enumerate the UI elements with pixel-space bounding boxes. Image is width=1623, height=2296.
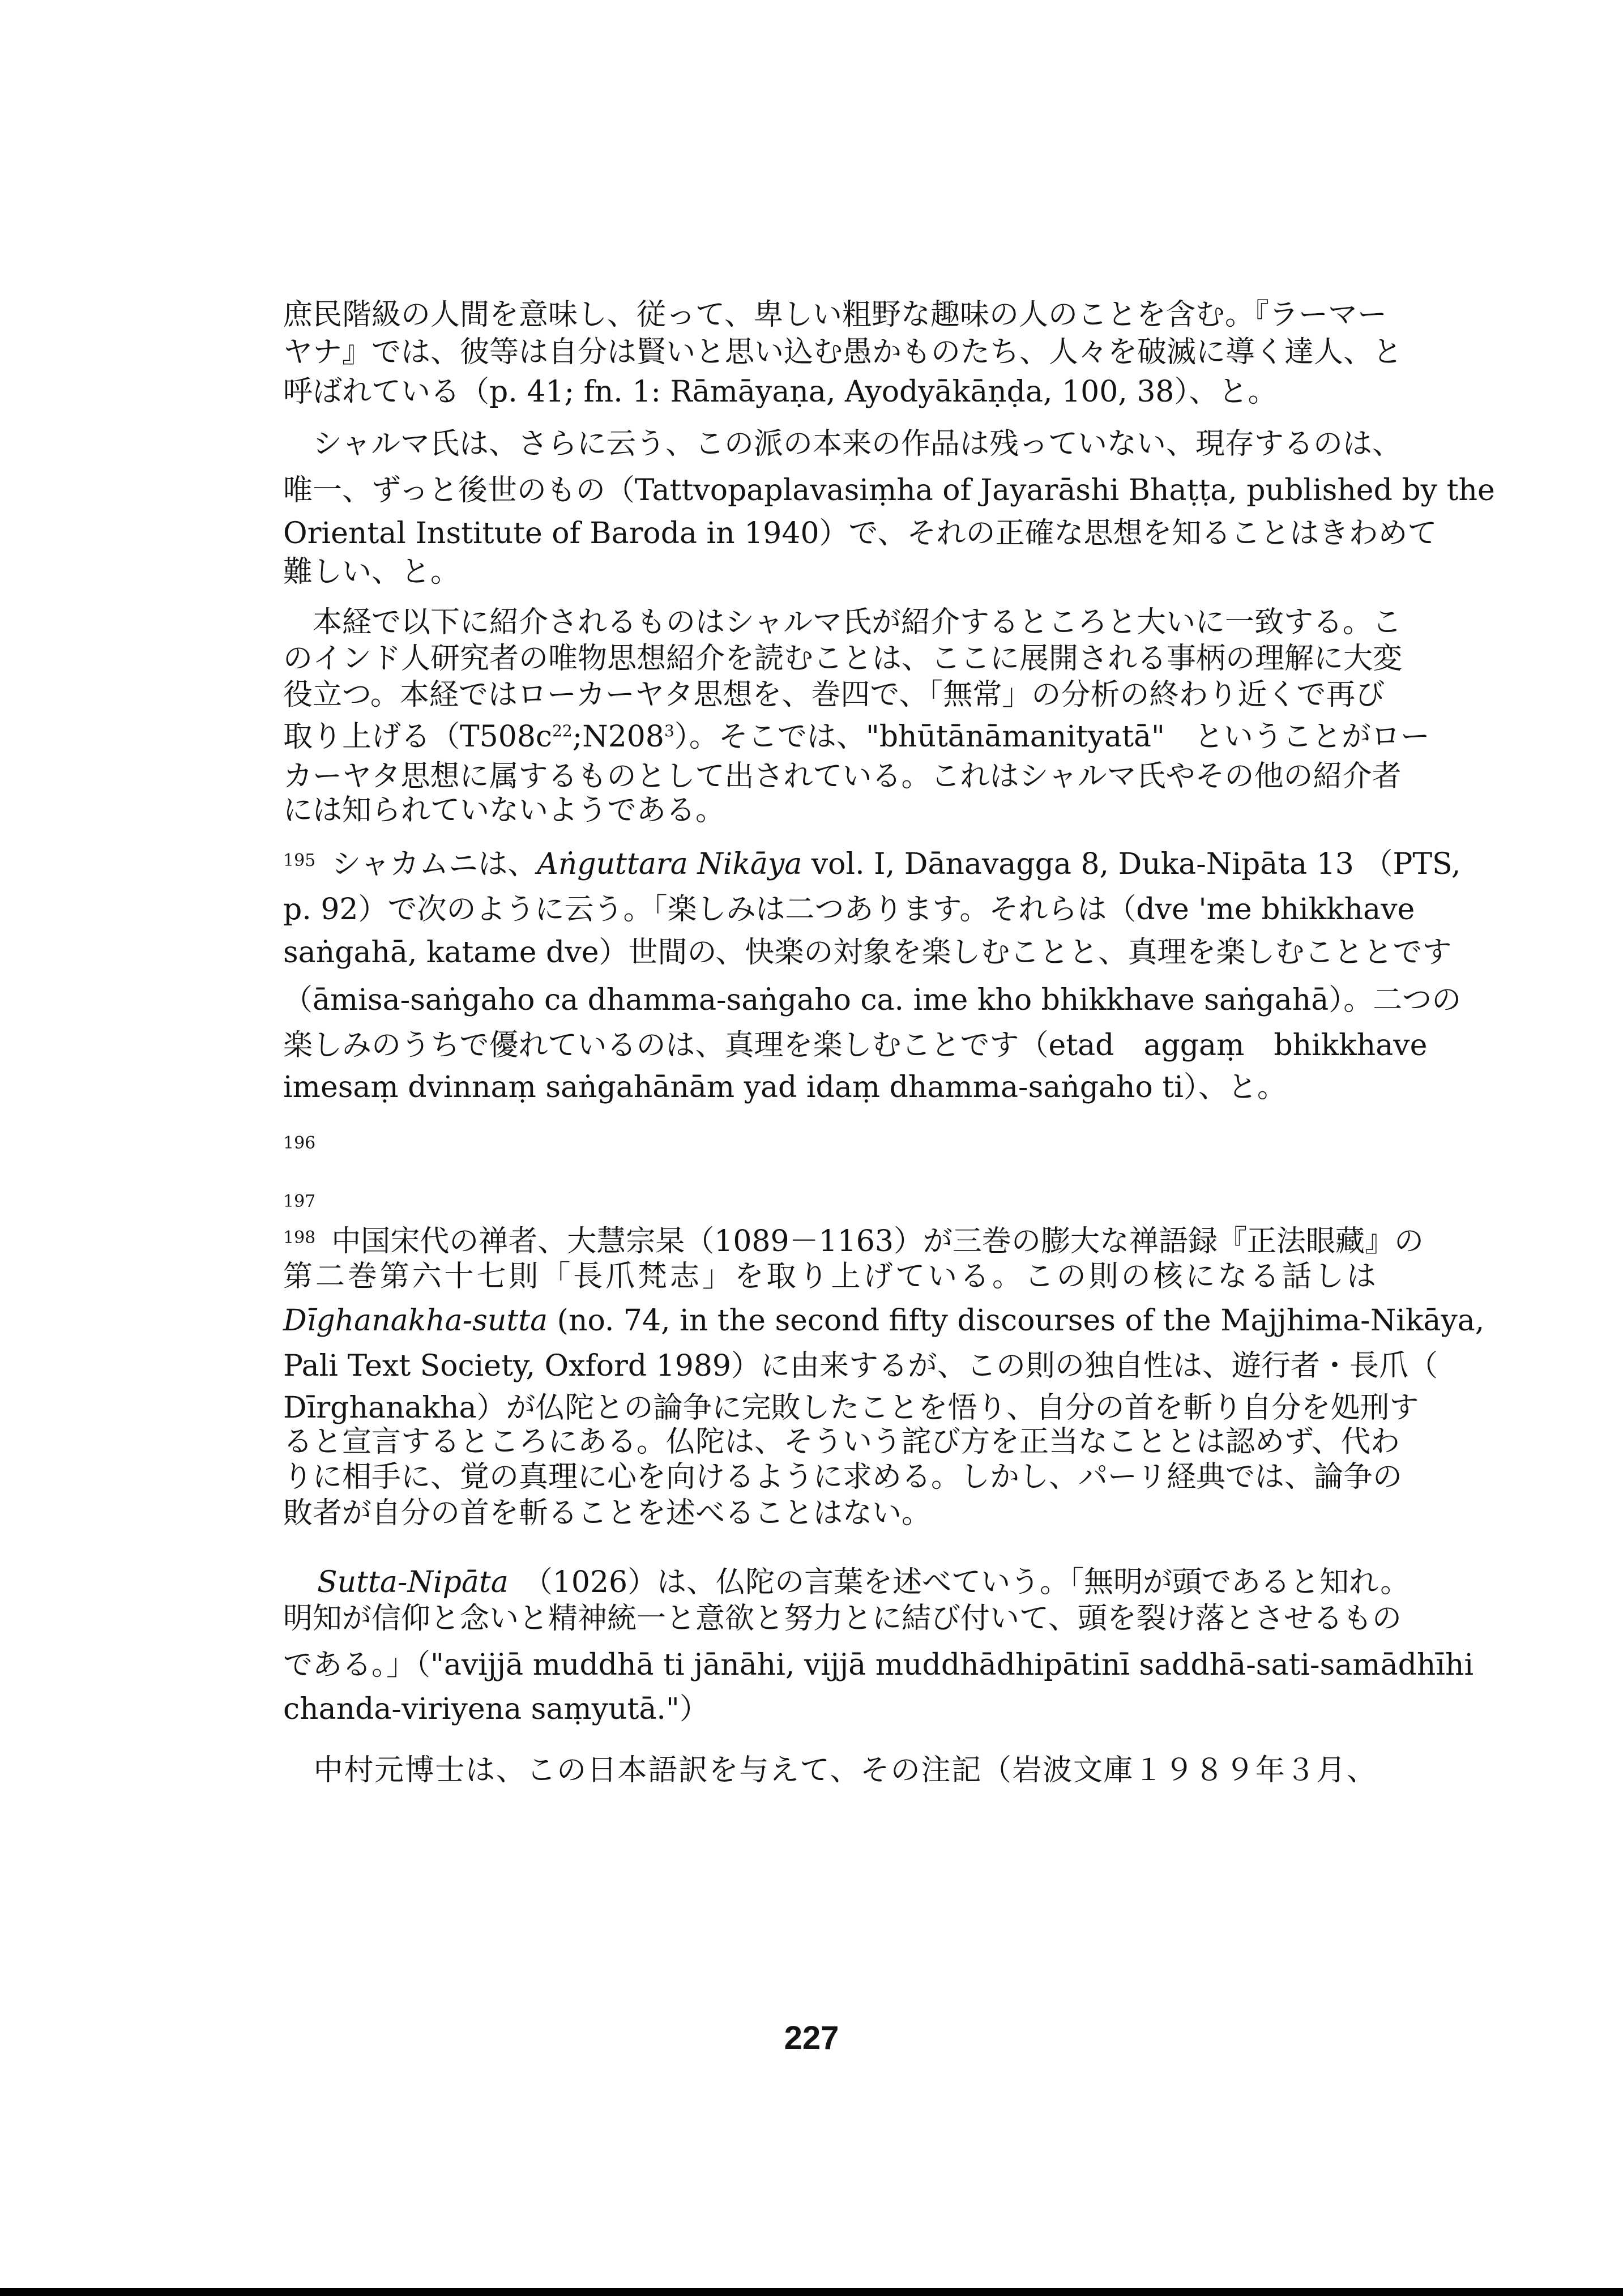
text-line: （āmisa-saṅgaho ca dhamma-saṅgaho ca. ime kho bhikkhave saṅgahā）。二つの xyxy=(283,983,1462,1017)
text-line: である。」（"avijjā muddhā ti jānāhi, vijjā muddhādhipātinī saddhā-sati-samādhīhi xyxy=(283,1648,1474,1682)
note-first-line xyxy=(283,1224,1424,1258)
text-line: imesaṃ dvinnaṃ saṅgahānām yad idaṃ dhamma-saṅgaho ti）、と。 xyxy=(283,1070,1287,1104)
text-segment: シャカムニは、 xyxy=(331,847,537,881)
text-line: 難しい、と。 xyxy=(283,555,460,589)
text-segment: (no. 74, in the second fifty discourses of the Majjhima-Nikāya, xyxy=(548,1304,1485,1338)
italic-title: Aṅguttara Nikāya xyxy=(537,847,802,881)
text-line: 役立つ。本経ではローカーヤタ思想を、巻四で、「無常」の分析の終わり近くで再び xyxy=(283,678,1385,712)
text-line: 呼ばれている（p. 41; fn. 1: Rāmāyaṇa, Ayodyākāṇḍa, 100, 38）、と。 xyxy=(283,375,1278,409)
text-line: 本経で以下に紹介されるものはシャルマ氏が紹介するところと大いに一致する。こ xyxy=(283,605,1402,639)
text-line: chanda-viriyena saṃyutā."） xyxy=(283,1692,709,1726)
text-line: Pali Text Society, Oxford 1989）に由来するが、この則の独自性は、遊行者・長爪（ xyxy=(283,1349,1438,1383)
text-segment: vol. I, Dānavagga 8, Duka-Nipāta 13 （PTS, xyxy=(802,847,1461,881)
text-line: 敗者が自分の首を斬ることを述べることはない。 xyxy=(283,1496,932,1530)
text-line: 明知が信仰と念いと精神統一と意欲と努力とに結び付いて、頭を裂け落とさせるもの xyxy=(283,1602,1402,1636)
text-line: 唯一、ずっと後世のもの（Tattvopaplavasiṃha of Jayarāshi Bhaṭṭa, published by the xyxy=(283,473,1495,507)
text-segment: （1026）は、仏陀の言葉を述べていう。「無明が頭であると知れ。 xyxy=(508,1565,1410,1599)
text-segment: 取り上げる（T508c xyxy=(283,720,553,754)
text-line: saṅgahā, katame dve）世間の、快楽の対象を楽しむことと、真理を楽しむこととです xyxy=(283,936,1452,970)
text-line: のインド人研究者の唯物思想紹介を読むことは、ここに展開される事柄の理解に大変 xyxy=(283,642,1403,676)
text-line: Dīrghanakha）が仏陀との論争に完敗したことを悟り、自分の首を斬り自分を処刑す xyxy=(283,1391,1419,1425)
superscript: 22 xyxy=(552,722,573,740)
superscript: 3 xyxy=(664,722,674,740)
text-line: 楽しみのうちで優れているのは、真理を楽しむことです（etad aggaṃ bhikkhave xyxy=(283,1028,1428,1062)
note-number: 196 xyxy=(283,1133,316,1153)
text-line: 庶民階級の人間を意味し、従って、卑しい粗野な趣味の人のことを含む。『ラーマー xyxy=(283,298,1387,332)
text-segment: 中国宋代の禅者、大慧宗杲（1089－1163）が三巻の膨大な禅語録『正法眼藏』の xyxy=(331,1224,1424,1258)
italic-title: Dīghanakha-sutta xyxy=(283,1304,548,1338)
text-segment: ;N208 xyxy=(572,720,664,754)
text-line: りに相手に、覚の真理に心を向けるように求める。しかし、パーリ経典では、論争の xyxy=(283,1460,1403,1494)
note-number: 195 xyxy=(283,851,316,870)
text-segment: ）。そこでは、"bhūtānāmanityatā" ということがロー xyxy=(674,720,1430,754)
scan-edge xyxy=(0,2288,1623,2296)
text-line: 第二巻第六十七則「長爪梵志」を取り上げている。この則の核になる話しは xyxy=(283,1260,1376,1294)
note-number: 198 xyxy=(283,1228,316,1248)
text-line: Oriental Institute of Baroda in 1940）で、それの正確な思想を知ることはきわめて xyxy=(283,517,1437,550)
page-number: 227 xyxy=(784,2020,839,2056)
note-number: 197 xyxy=(283,1192,316,1211)
text-line: には知られていないようである。 xyxy=(283,793,725,827)
text-line-with-citation xyxy=(283,720,1430,754)
text-line: ヤナ』では、彼等は自分は賢いと思い込む愚かものたち、人々を破滅に導く達人、と xyxy=(283,335,1403,369)
text-line: ると宣言するところにある。仏陀は、そういう詫び方を正当なこととは認めず、代わ xyxy=(283,1425,1400,1459)
text-line-with-italic xyxy=(283,1565,1410,1599)
note-first-line xyxy=(283,847,1461,881)
text-line: 中村元博士は、この日本語訳を与えて、その注記（岩波文庫１９８９年３月、 xyxy=(283,1753,1376,1787)
text-line-with-italic xyxy=(283,1304,1485,1338)
note-196 xyxy=(283,1124,1376,1154)
text-line: カーヤタ思想に属するものとして出されている。これはシャルマ氏やその他の紹介者 xyxy=(283,759,1402,793)
text-line: p. 92）で次のように云う。「楽しみは二つあります。それらは（dve 'me bhikkhave xyxy=(283,893,1415,927)
text-line: シャルマ氏は、さらに云う、この派の本来の作品は残っていない、現存するのは、 xyxy=(283,427,1402,461)
note-197 xyxy=(283,1183,1376,1212)
italic-title: Sutta-Nipāta xyxy=(317,1565,509,1599)
